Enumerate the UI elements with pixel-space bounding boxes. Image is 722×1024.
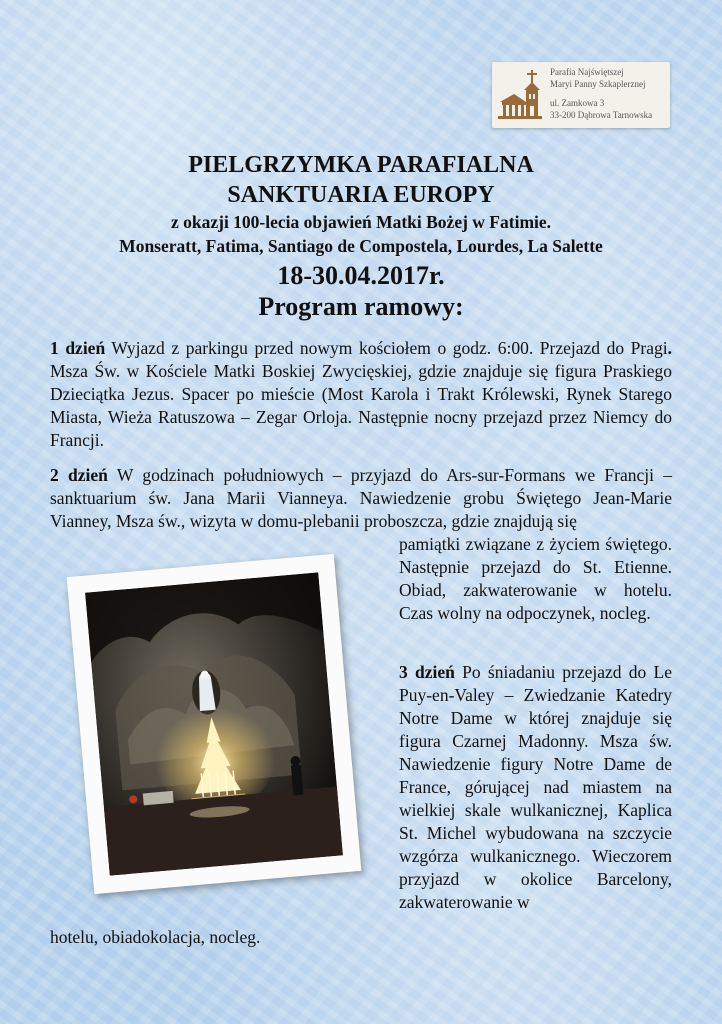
title-occasion: z okazji 100-lecia objawień Matki Bożej w Fatimie. <box>170 212 552 232</box>
parish-logo <box>492 62 670 128</box>
day2-paragraph-continued: pamiątki związane z życiem świętego. Następnie przejazd do St. Etienne. Obiad, zakwaterowanie w hotelu. Czas wolny na odpoczynek, nocleg. <box>399 534 672 623</box>
day2-paragraph <box>50 464 672 533</box>
grotto-photo-frame <box>67 554 362 894</box>
day1-text-b: Msza Św. w Kościele Matki Boskiej Zwycięskiej, gdzie znajduje się figura Praskiego Dzieciątka Jezus. Spacer po mieście (Most Karola i Trakt Królewski, Rynek Starego Miasta, Wieża Ratuszowa – Zegar Orloja. Następnie nocny przejazd przez Niemcy do Francji. <box>50 361 672 450</box>
parish-city: 33-200 Dąbrowa Tarnowska <box>550 109 653 120</box>
title-line1: PIELGRZYMKA PARAFIALNA <box>188 152 534 178</box>
day1-dot: . <box>667 338 672 358</box>
day2-label: 2 dzień <box>50 465 108 485</box>
day1-text-a: Wyjazd z parkingu przed nowym kościołem o godz. 6:00. Przejazd do Pragi <box>105 338 668 358</box>
church-icon <box>496 66 548 126</box>
parish-street: ul. Zamkowa 3 <box>550 98 605 108</box>
day3-label: 3 dzień <box>399 662 455 682</box>
grotto-photo <box>85 572 343 875</box>
parish-name-line2: Maryi Panny Szkaplerznej <box>550 78 646 89</box>
day3-text-a: Po śniadaniu przejazd do Le Puy-en-Valey – Zwiedzanie Katedry Notre Dame w której znajduje się figura Czarnej Madonny. Msza św. Nawiedzenie figury Notre Dame de France, górującej nad miastem na wielkiej skale wulkanicznej, Kaplica St. Michel wybudowana na szczycie wzgórza wulkanicznego. Wieczorem przyjazd w okolice Barcelony, zakwaterowanie w <box>399 662 672 912</box>
day3-paragraph <box>399 661 672 914</box>
day3-paragraph-end: hotelu, obiadokolacja, nocleg. <box>50 927 261 947</box>
title-line2: SANKTUARIA EUROPY <box>227 182 495 208</box>
day1-label: 1 dzień <box>50 338 106 358</box>
day2-text-a: W godzinach południowych – przyjazd do Ars-sur-Formans we Francji – sanktuarium św. Jana Marii Vianneya. Nawiedzenie grobu Świętego Jean-Marie Vianney, Msza św., wizyta w domu-plebanii proboszcza, gdzie znajdują się <box>50 465 672 531</box>
parish-address <box>550 67 668 121</box>
parish-name-line1: Parafia Najświętszej <box>550 67 624 77</box>
day1-paragraph <box>50 337 672 452</box>
title-program: Program ramowy: <box>258 292 464 321</box>
title-dates: 18-30.04.2017r. <box>277 261 445 290</box>
title-destinations: Monseratt, Fatima, Santiago de Compostela, Lourdes, La Salette <box>119 236 603 256</box>
